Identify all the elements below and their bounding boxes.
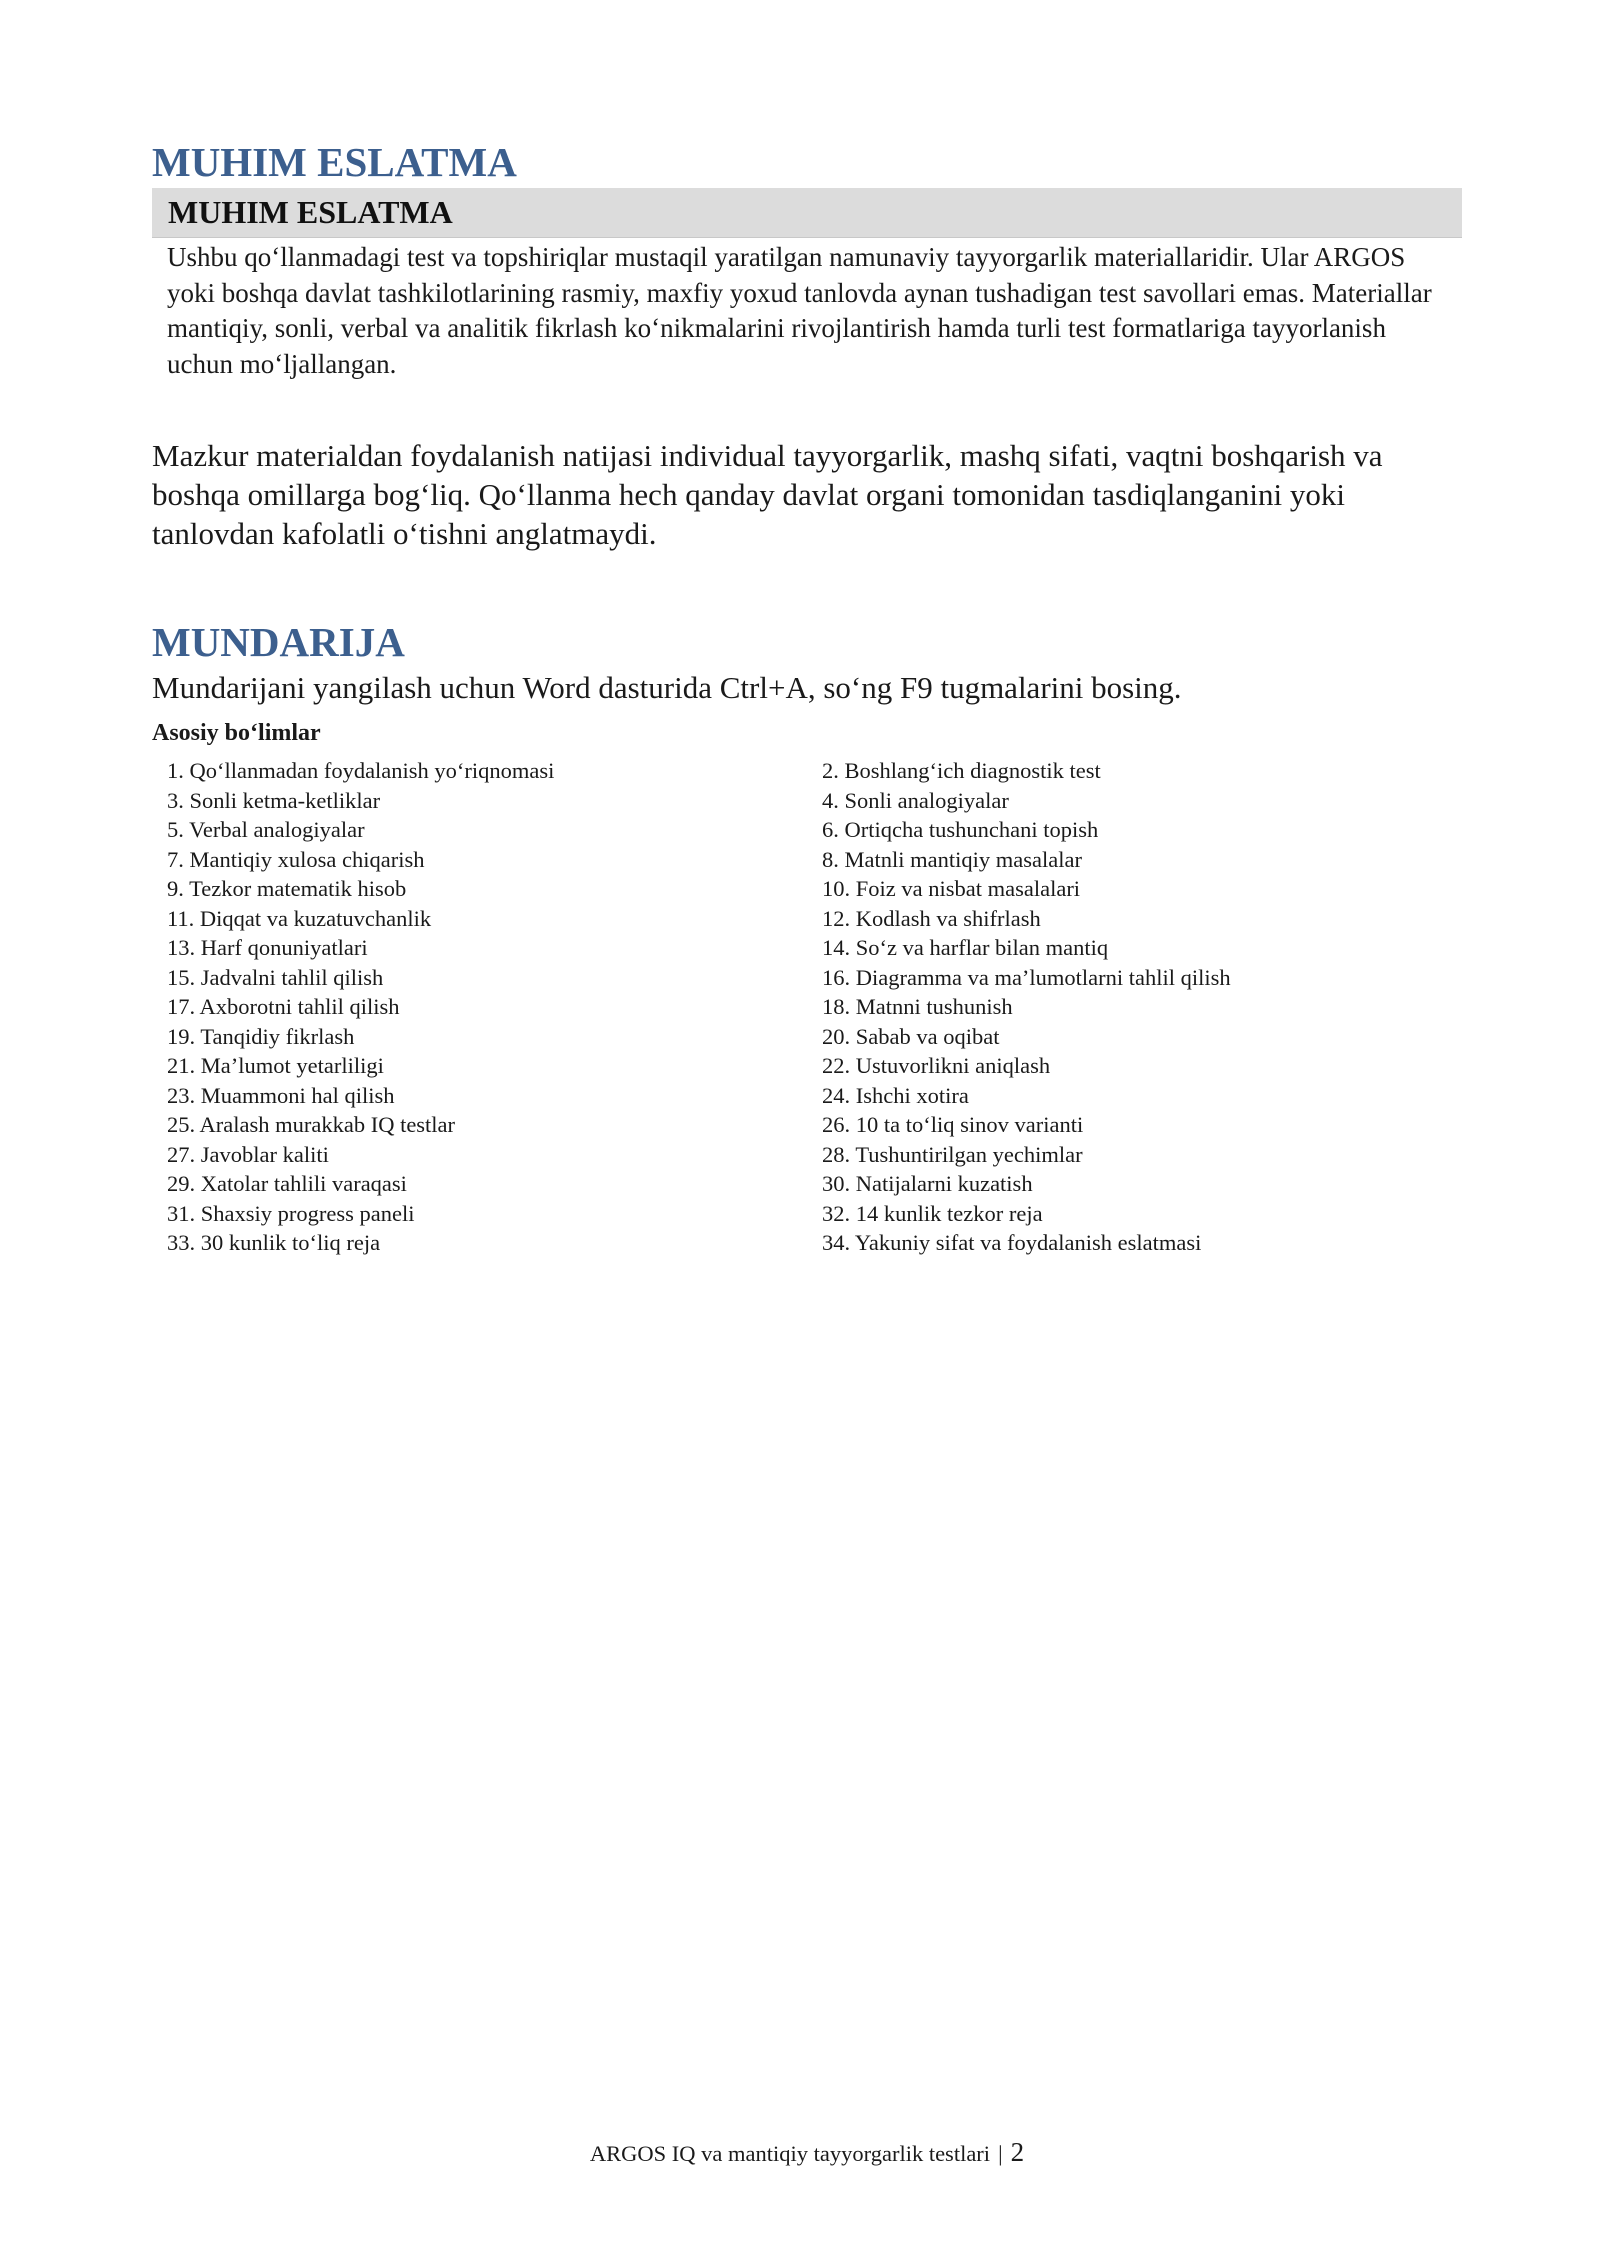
toc-item: 22. Ustuvorlikni aniqlash (822, 1053, 1051, 1078)
toc-item: 21. Ma’lumot yetarliligi (167, 1053, 384, 1078)
toc-item: 18. Matnni tushunish (822, 994, 1013, 1019)
toc-item: 17. Axborotni tahlil qilish (167, 994, 400, 1019)
footer-title: ARGOS IQ va mantiqiy tayyorgarlik testlari (589, 2141, 991, 2166)
toc-heading: MUNDARIJA (152, 619, 405, 665)
toc-item: 27. Javoblar kaliti (167, 1141, 329, 1167)
notice-box-title: MUHIM ESLATMA (168, 194, 453, 230)
toc-item: 16. Diagramma va ma’lumotlarni tahlil qilish (822, 964, 1231, 990)
notice-text: Ushbu qo‘llanmadagi test va topshiriqlar mustaqil yaratilgan namunaviy tayyorgarlik materiallaridir. Ular ARGOS yoki boshqa davlat tashkilotlarining rasmiy, maxfiy yoxud tanlovda aynan tushadigan test savollari emas. Materiallar mantiqiy, sonli, verbal va analitik fikrlash ko‘nikmalarini rivojlantirish hamda turli test formatlariga tayyorlanish uchun mo‘ljallangan. (167, 242, 1432, 379)
toc-item: 12. Kodlash va shifrlash (822, 905, 1041, 931)
footer-separator: | (998, 2141, 1003, 2166)
document-page (152, 0, 1462, 2262)
page-footer (152, 2135, 1462, 2171)
toc-item: 31. Shaxsiy progress paneli (167, 1200, 415, 1226)
toc-item: 30. Natijalarni kuzatish (822, 1171, 1033, 1196)
toc-item: 7. Mantiqiy xulosa chiqarish (167, 846, 425, 872)
toc-list (167, 756, 1467, 1258)
toc-item: 23. Muammoni hal qilish (167, 1082, 395, 1108)
toc-item: 15. Jadvalni tahlil qilish (167, 964, 384, 990)
page-number: 2 (1010, 2137, 1025, 2167)
toc-item: 8. Matnli mantiqiy masalalar (822, 846, 1082, 872)
toc-item: 3. Sonli ketma-ketliklar (167, 787, 381, 813)
toc-item: 5. Verbal analogiyalar (167, 817, 365, 842)
toc-instruction: Mundarijani yangilash uchun Word dasturida Ctrl+A, so‘ng F9 tugmalarini bosing. (152, 670, 1182, 705)
toc-item: 1. Qo‘llanmadan foydalanish yo‘riqnomasi (167, 758, 555, 783)
toc-item: 32. 14 kunlik tezkor reja (822, 1200, 1043, 1226)
toc-item: 11. Diqqat va kuzatuvchanlik (167, 905, 432, 931)
toc-item: 24. Ishchi xotira (822, 1082, 969, 1108)
toc-item: 2. Boshlang‘ich diagnostik test (822, 758, 1101, 783)
toc-item: 26. 10 ta to‘liq sinov varianti (822, 1112, 1084, 1137)
toc-item: 33. 30 kunlik to‘liq reja (167, 1230, 381, 1255)
toc-item: 6. Ortiqcha tushunchani topish (822, 817, 1099, 842)
toc-item: 25. Aralash murakkab IQ testlar (167, 1112, 456, 1137)
toc-item: 34. Yakuniy sifat va foydalanish eslatmasi (822, 1230, 1202, 1255)
toc-item: 13. Harf qonuniyatlari (167, 935, 368, 960)
toc-item: 28. Tushuntirilgan yechimlar (822, 1141, 1083, 1167)
disclaimer-paragraph: Mazkur materialdan foydalanish natijasi individual tayyorgarlik, mashq sifati, vaqtni boshqarish va boshqa omillarga bog‘liq. Qo‘llanma hech qanday davlat organi tomonidan tasdiqlanganini yoki tanlovdan kafolatli o‘tishni anglatmaydi. (152, 438, 1383, 551)
toc-item: 19. Tanqidiy fikrlash (167, 1023, 355, 1049)
toc-item: 4. Sonli analogiyalar (822, 787, 1009, 813)
toc-item: 14. So‘z va harflar bilan mantiq (822, 935, 1109, 960)
notice-heading: MUHIM ESLATMA (152, 139, 517, 185)
toc-item: 10. Foiz va nisbat masalalari (822, 876, 1081, 901)
toc-item: 20. Sabab va oqibat (822, 1023, 1000, 1049)
toc-item: 29. Xatolar tahlili varaqasi (167, 1171, 407, 1196)
toc-item: 9. Tezkor matematik hisob (167, 876, 407, 901)
toc-subheading: Asosiy bo‘limlar (152, 720, 321, 746)
notice-box (152, 188, 1462, 238)
